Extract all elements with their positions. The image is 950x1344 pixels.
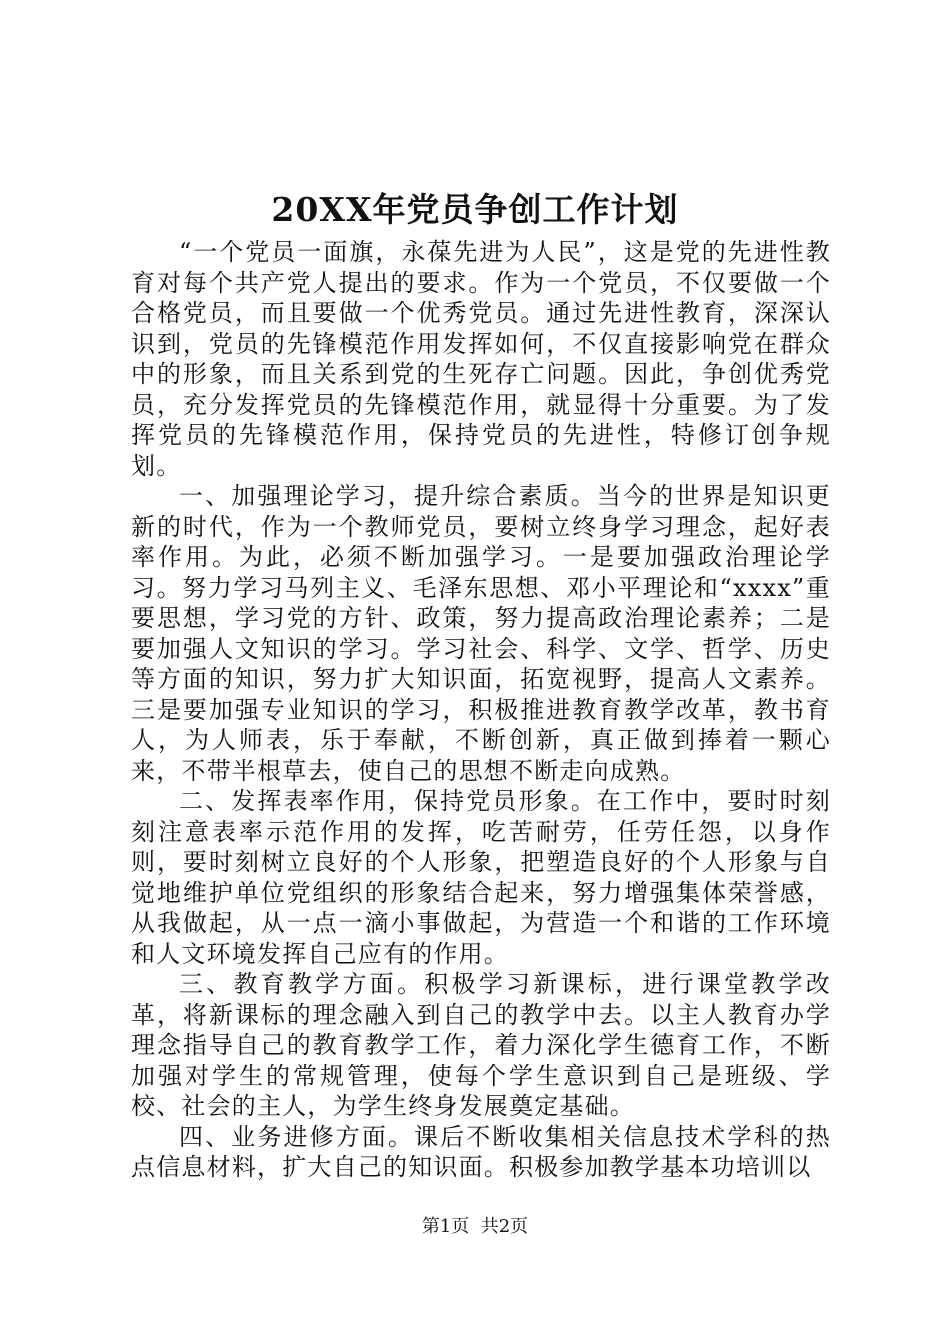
paragraph-intro: “一个党员一面旗，永葆先进为人民”，这是党的先进性教育对每个共产党人提出的要求。作为一个党员，不仅要做一个合格党员，而且要做一个优秀党员。通过先进性教育，深深认识到，党员的先锋模范作用发挥如何，不仅直接影响党在群众中的形象，而且关系到党的生死存亡问题。因此，争创优秀党员，充分发挥党员的先锋模范作用，就显得十分重要。为了发挥党员的先锋模范作用，保持党员的先进性，特修订创争规划。 xyxy=(131,238,831,480)
page-footer xyxy=(0,1214,950,1240)
document-body xyxy=(131,237,831,1183)
document-title: 20XX年党员争创工作计划 xyxy=(271,190,679,229)
paragraph-professional-development: 四、业务进修方面。课后不断收集相关信息技术学科的热点信息材料，扩大自己的知识面。积极参加教学基本功培训以 xyxy=(131,1122,831,1181)
page-number: 第1页 共2页 xyxy=(421,1216,529,1237)
paragraph-theory-study: 一、加强理论学习，提升综合素质。当今的世界是知识更新的时代，作为一个教师党员，要树立终身学习理念，起好表率作用。为此，必须不断加强学习。一是要加强政治理论学习。努力学习马列主义、毛泽东思想、邓小平理论和“xxxx”重要思想，学习党的方针、政策，努力提高政治理论素养；二是要加强人文知识的学习。学习社会、科学、文学、哲学、历史等方面的知识，努力扩大知识面，拓宽视野，提高人文素养。三是要加强专业知识的学习，积极推进教育教学改革，教书育人，为人师表，乐于奉献，不断创新，真正做到捧着一颗心来，不带半根草去，使自己的思想不断走向成熟。 xyxy=(131,482,831,785)
paragraph-role-model: 二、发挥表率作用，保持党员形象。在工作中，要时时刻刻注意表率示范作用的发挥，吃苦耐劳，任劳任怨，以身作则，要时刻树立良好的个人形象，把塑造良好的个人形象与自觉地维护单位党组织的形象结合起来，努力增强集体荣誉感，从我做起，从一点一滴小事做起，为营造一个和谐的工作环境和人文环境发挥自己应有的作用。 xyxy=(131,787,831,968)
paragraph-teaching: 三、教育教学方面。积极学习新课标，进行课堂教学改革，将新课标的理念融入到自己的教学中去。以主人教育办学理念指导自己的教育教学工作，着力深化学生德育工作，不断加强对学生的常规管理，使每个学生意识到自己是班级、学校、社会的主人，为学生终身发展奠定基础。 xyxy=(131,970,831,1120)
